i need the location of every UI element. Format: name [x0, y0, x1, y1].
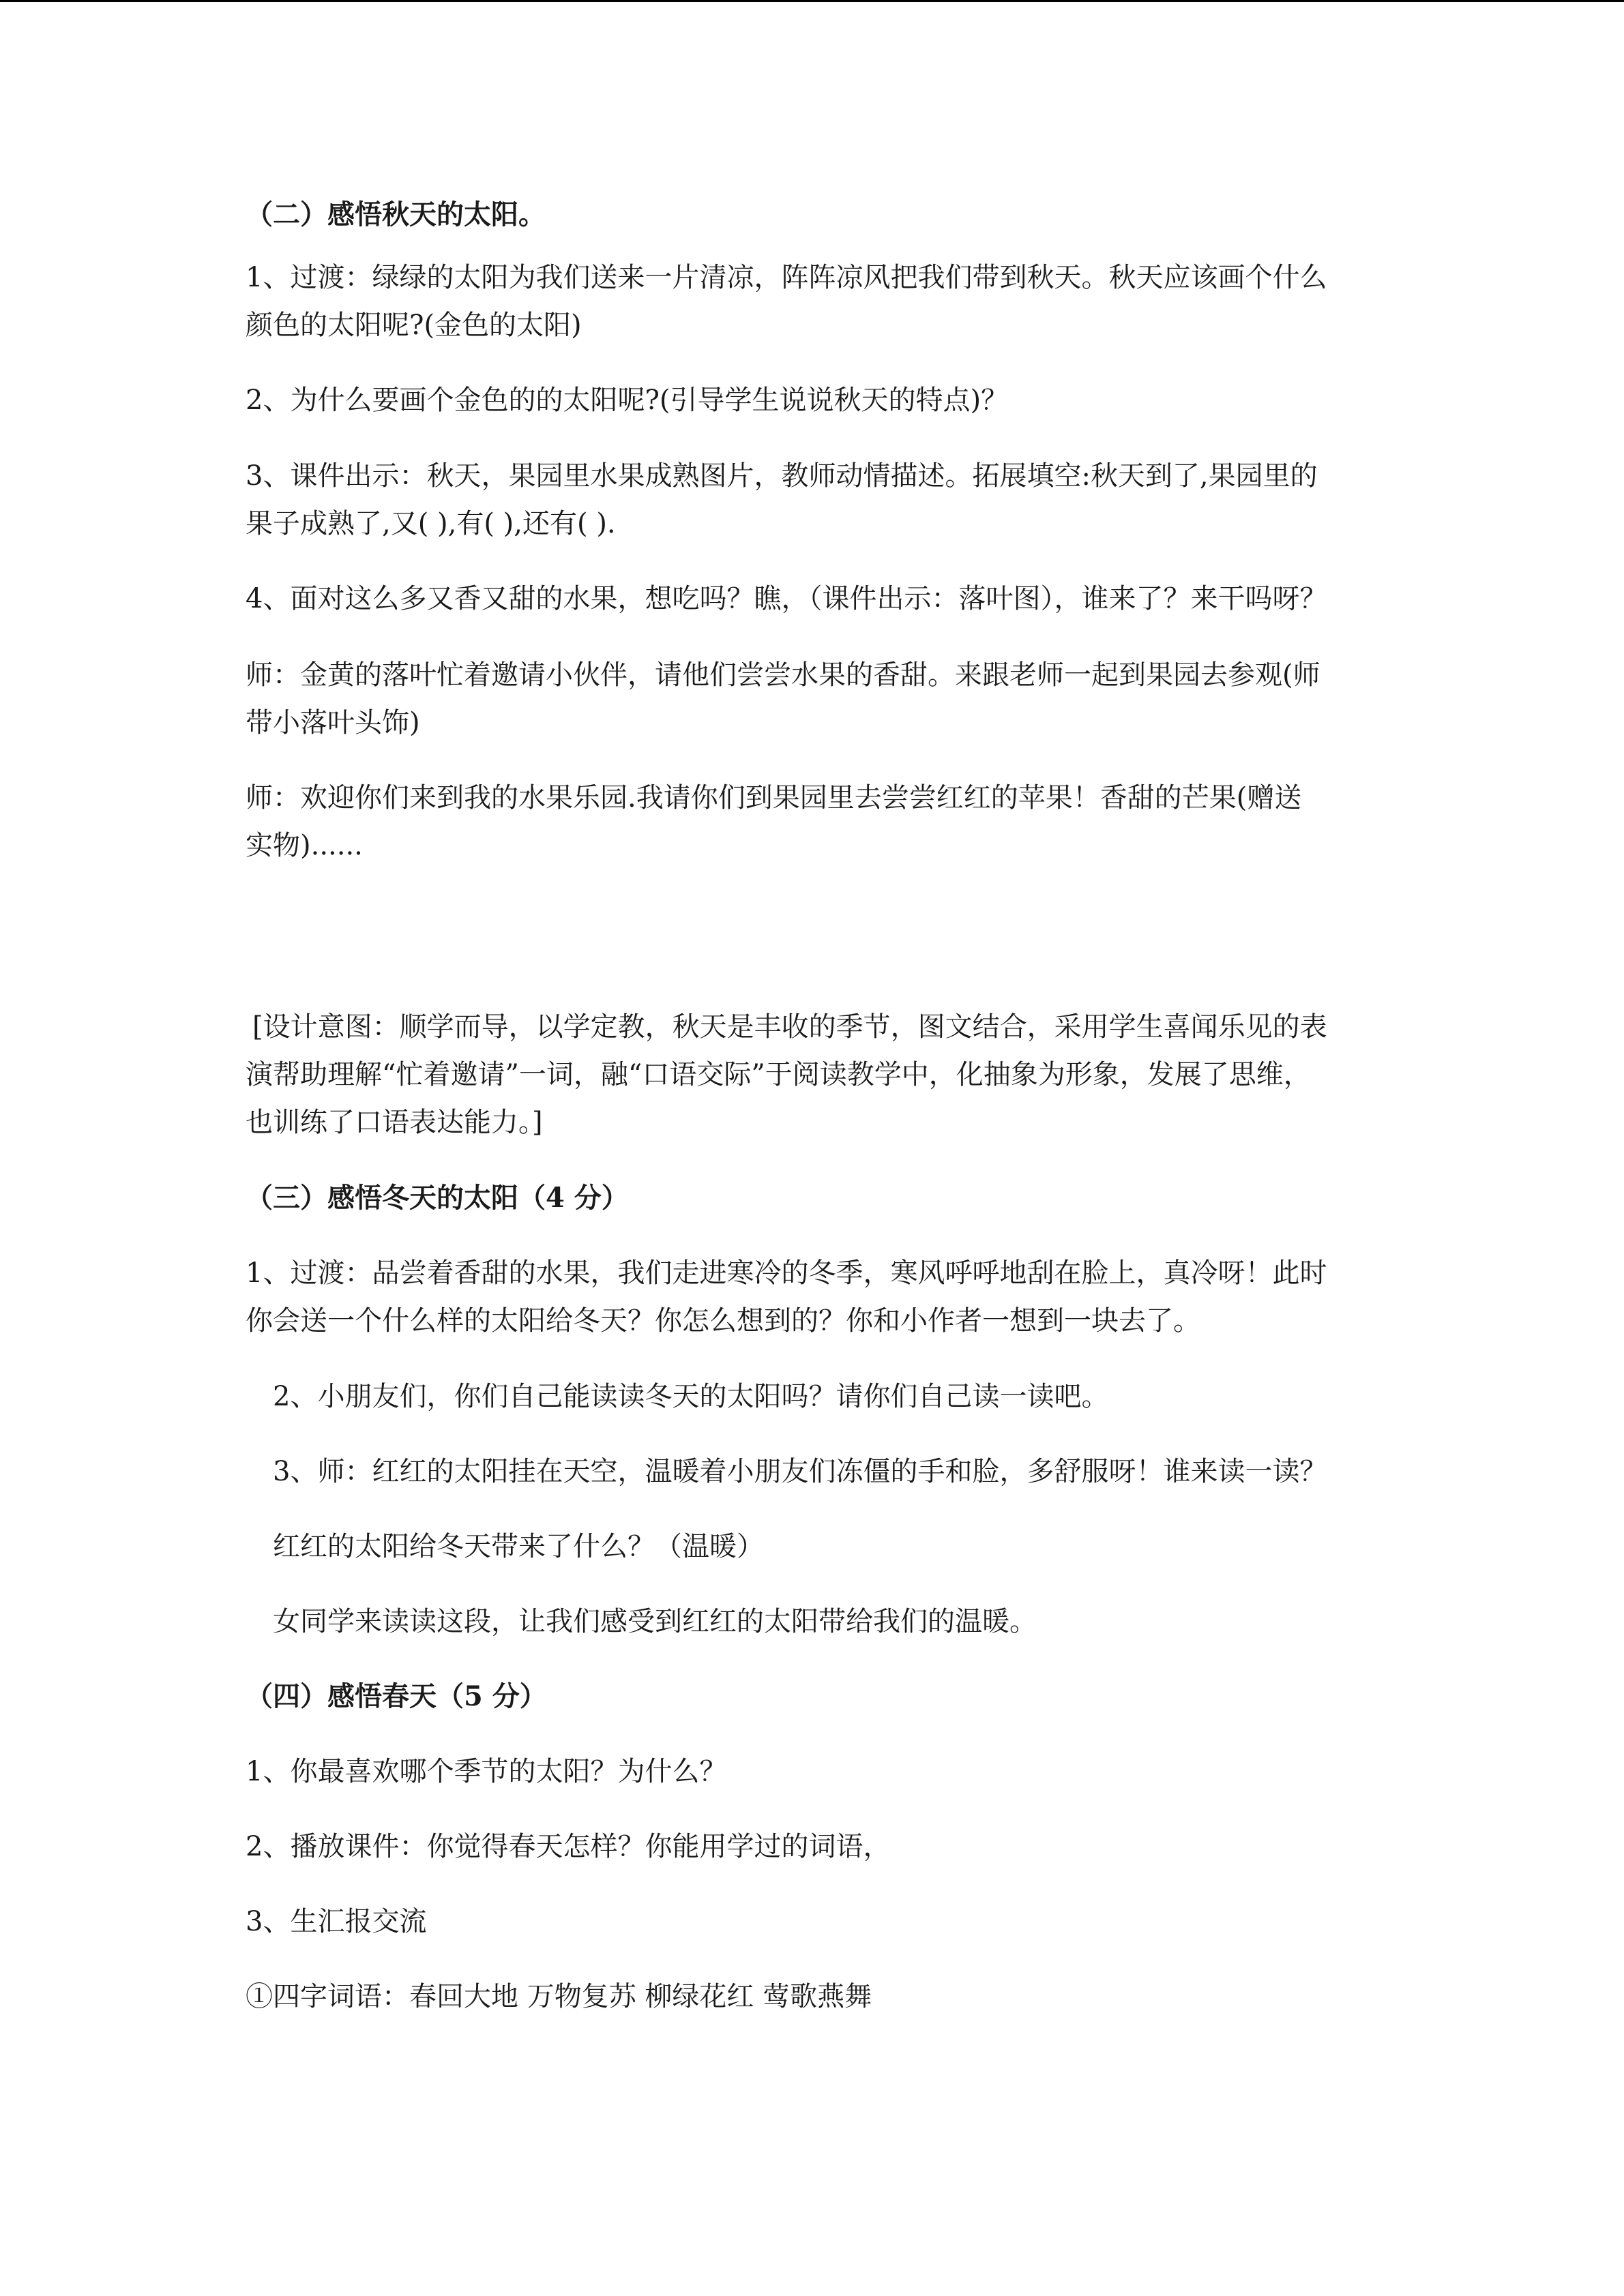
section3-paragraph-4: 红红的太阳给冬天带来了什么？（温暖）	[273, 1531, 764, 1562]
section2-paragraph-3-line-1: 3、课件出示：秋天，果园里水果成熟图片，教师动情描述。拓展填空:秋天到了,果园里的	[246, 460, 1318, 492]
design-intent-line-2: 演帮助理解“忙着邀请”一词，融“口语交际”于阅读教学中，化抽象为形象，发展了思维，	[246, 1059, 1311, 1090]
section2-heading: （二）感悟秋天的太阳。	[246, 198, 546, 230]
section3-paragraph-1-line-2: 你会送一个什么样的太阳给冬天？你怎么想到的？你和小作者一想到一块去了。	[246, 1305, 1200, 1337]
section2-teacher-1-line-1: 师：金黄的落叶忙着邀请小伙伴，请他们尝尝水果的香甜。来跟老师一起到果园去参观(师	[246, 659, 1320, 691]
section3-paragraph-1-line-1: 1、过渡：品尝着香甜的水果，我们走进寒冷的冬季，寒风呼呼地刮在脸上，真冷呀！此时	[246, 1257, 1327, 1289]
section4-paragraph-4: ①四字词语：春回大地 万物复苏 柳绿花红 莺歌燕舞	[246, 1981, 872, 2012]
section2-paragraph-4: 4、面对这么多又香又甜的水果，想吃吗？瞧，（课件出示：落叶图），谁来了？来干吗呀？	[246, 583, 1327, 614]
section3-paragraph-2: 2、小朋友们，你们自己能读读冬天的太阳吗？请你们自己读一读吧。	[273, 1381, 1109, 1412]
section3-paragraph-3: 3、师：红红的太阳挂在天空，温暖着小朋友们冻僵的手和脸，多舒服呀！谁来读一读？	[273, 1456, 1327, 1487]
section2-teacher-1-line-2: 带小落叶头饰)	[246, 707, 420, 739]
section2-paragraph-1-line-1: 1、过渡：绿绿的太阳为我们送来一片清凉，阵阵凉风把我们带到秋天。秋天应该画个什么	[246, 262, 1327, 293]
section4-paragraph-3: 3、生汇报交流	[246, 1906, 427, 1937]
section2-paragraph-1-line-2: 颜色的太阳呢?(金色的太阳)	[246, 310, 582, 341]
design-intent-line-3: 也训练了口语表达能力。]	[246, 1107, 543, 1138]
section4-heading: （四）感悟春天（5 分）	[246, 1680, 547, 1712]
section4-paragraph-1: 1、你最喜欢哪个季节的太阳？为什么？	[246, 1756, 727, 1787]
section4-paragraph-2: 2、播放课件：你觉得春天怎样？你能用学过的词语，	[246, 1831, 891, 1862]
section2-paragraph-2: 2、为什么要画个金色的的太阳呢?(引导学生说说秋天的特点)？	[246, 385, 1009, 416]
page-top-border	[0, 0, 1624, 2]
design-intent-line-1: [设计意图：顺学而导，以学定教，秋天是丰收的季节，图文结合，采用学生喜闻乐见的表	[252, 1011, 1327, 1043]
section3-paragraph-5: 女同学来读读这段，让我们感受到红红的太阳带给我们的温暖。	[273, 1606, 1037, 1637]
section3-heading: （三）感悟冬天的太阳（4 分）	[246, 1182, 629, 1214]
section2-paragraph-3-line-2: 果子成熟了,又( ),有( ),还有( ).	[246, 508, 616, 539]
section2-teacher-2-line-2: 实物)......	[246, 830, 363, 861]
section2-teacher-2-line-1: 师：欢迎你们来到我的水果乐园.我请你们到果园里去尝尝红红的苹果！香甜的芒果(赠送	[246, 782, 1302, 814]
